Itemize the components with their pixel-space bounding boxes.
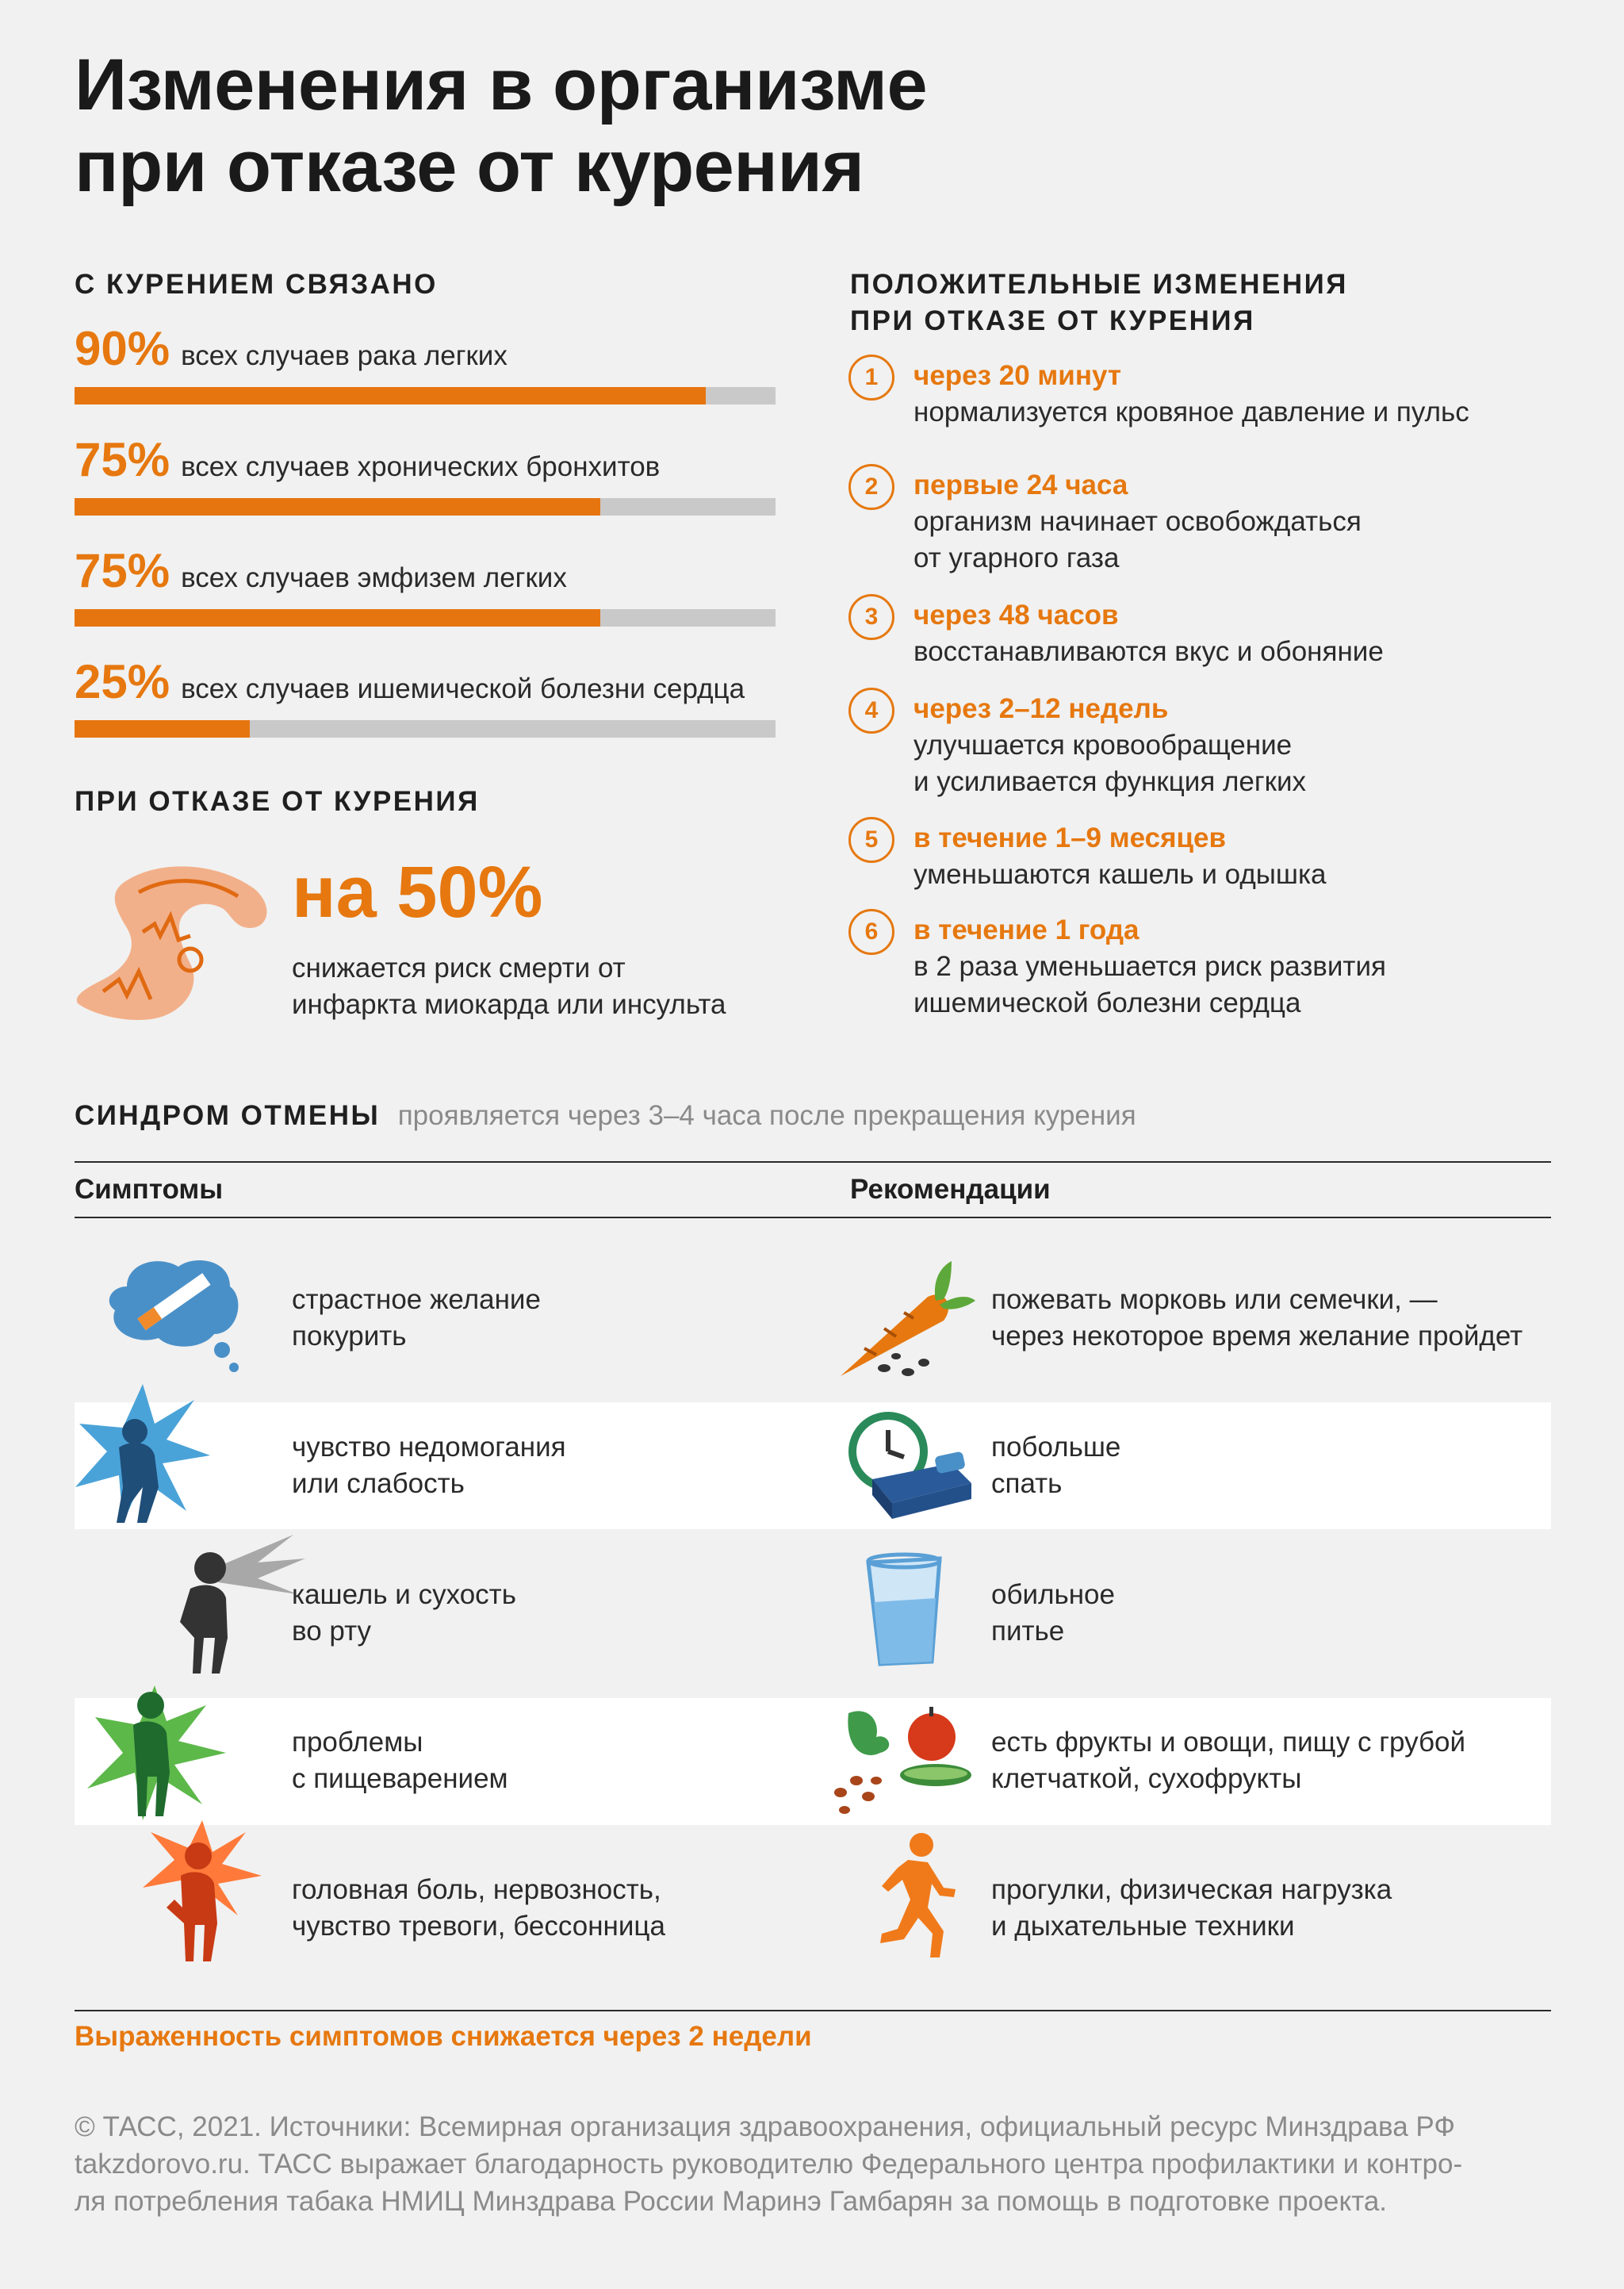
page-title [75, 44, 1264, 208]
symptom-text [292, 1872, 665, 1945]
withdrawal-header [75, 1098, 1136, 1134]
cigarette-thought-icon [103, 1255, 246, 1374]
stat-bar [75, 387, 776, 405]
stomach-ache-person-icon [87, 1685, 226, 1824]
step-line: организм начинает освобождаться [914, 506, 1362, 537]
step-head: в течение 1–9 месяцев [914, 822, 1227, 853]
coughing-person-icon [163, 1535, 305, 1677]
recommendation-line: побольше [991, 1432, 1121, 1463]
step-line: улучшается кровообращение [914, 730, 1293, 761]
step-head: через 48 часов [914, 600, 1119, 631]
step-line: и усиливается функция легких [914, 766, 1307, 797]
withdrawal-note: Выраженность симптомов снижается через 2 недели [75, 2021, 812, 2052]
stat-text: всех случаев эмфизем легких [181, 562, 567, 593]
withdrawal-subheading: проявляется через 3–4 часа после прекращения курения [397, 1100, 1136, 1131]
stat-bar [75, 720, 776, 738]
step-body [914, 394, 1469, 431]
step-head: через 20 минут [914, 360, 1121, 391]
recommendation-line: клетчаткой, сухофрукты [991, 1763, 1302, 1794]
symptom-text [292, 1577, 516, 1650]
step-line: в 2 раза уменьшается риск развития [914, 951, 1386, 982]
step-body [914, 727, 1306, 800]
stat-text: всех случаев хронических бронхитов [181, 451, 661, 482]
symptom-line: страстное желание [292, 1284, 541, 1315]
recommendation-text [991, 1282, 1522, 1355]
step-head: первые 24 часа [914, 470, 1128, 500]
symptom-text [292, 1429, 566, 1502]
quit-line-2: инфаркта миокарда или инсульта [292, 989, 726, 1020]
col-symptoms: Симптомы [75, 1174, 224, 1205]
step-number: 3 [848, 594, 894, 640]
stat-percent: 75% [75, 433, 170, 486]
recommendation-text [991, 1577, 1115, 1650]
divider [75, 1161, 1551, 1163]
symptom-text [292, 1282, 541, 1355]
heart-organ-icon [71, 861, 278, 1027]
running-person-icon [872, 1832, 959, 1959]
step-body [914, 634, 1384, 670]
clock-bed-icon [841, 1408, 975, 1519]
symptom-line: головная боль, нервозность, [292, 1874, 661, 1905]
divider [75, 2010, 1551, 2011]
water-glass-icon [864, 1555, 944, 1666]
symptom-line: проблемы [292, 1727, 423, 1758]
recommendation-text [991, 1872, 1392, 1945]
step-body [914, 857, 1327, 893]
stat-bar [75, 498, 776, 516]
symptom-text [292, 1724, 508, 1797]
stat-percent: 90% [75, 322, 170, 375]
title-line-2: при отказе от курения [75, 126, 864, 207]
symptom-line: с пищеварением [292, 1763, 508, 1794]
positive-heading [850, 266, 1348, 339]
stat-bar-fill [75, 720, 250, 738]
credits-line-2: takzdorovo.ru. ТАСС выражает благодарность руководителю Федерального центра профилактики и контро- [75, 2149, 1463, 2180]
recommendation-line: обильное [991, 1579, 1115, 1610]
title-line-1: Изменения в организме [75, 44, 928, 125]
step-number: 4 [848, 688, 894, 734]
recommendation-text [991, 1724, 1465, 1797]
step-body [914, 949, 1386, 1022]
step-line: уменьшаются кашель и одышка [914, 859, 1327, 890]
quit-heading: ПРИ ОТКАЗЕ ОТ КУРЕНИЯ [75, 786, 480, 817]
step-number: 2 [848, 464, 894, 510]
symptom-line: чувство недомогания [292, 1432, 566, 1463]
credits [75, 2108, 1565, 2220]
positive-heading-line-2: ПРИ ОТКАЗЕ ОТ КУРЕНИЯ [850, 305, 1255, 336]
quit-line-1: снижается риск смерти от [292, 953, 626, 983]
stat-bar-fill [75, 609, 600, 627]
stat-percent: 25% [75, 655, 170, 708]
credits-line-3: ля потребления табака НМИЦ Минздрава России Маринэ Гамбарян за помощь в подготовке проекта. [75, 2186, 1388, 2217]
stat-item [75, 324, 776, 374]
stat-bar-fill [75, 387, 706, 405]
symptom-line: чувство тревоги, бессонница [292, 1911, 665, 1942]
recommendation-line: спать [991, 1468, 1063, 1499]
recommendation-line: и дыхательные техники [991, 1911, 1295, 1942]
recommendation-line: питье [991, 1616, 1065, 1647]
symptom-line: во рту [292, 1616, 372, 1647]
step-line: от угарного газа [914, 543, 1120, 573]
symptom-line: покурить [292, 1321, 407, 1352]
weak-person-icon [75, 1384, 210, 1527]
step-head: через 2–12 недель [914, 693, 1169, 724]
stat-item [75, 657, 776, 707]
step-line: восстанавливаются вкус и обоняние [914, 636, 1384, 667]
step-line: ишемической болезни сердца [914, 987, 1301, 1018]
stat-item [75, 435, 776, 485]
quit-big-value: на 50% [292, 852, 543, 933]
recommendation-text [991, 1429, 1120, 1502]
step-number: 1 [848, 355, 894, 401]
recommendation-line: через некоторое время желание пройдет [991, 1321, 1523, 1352]
stat-item [75, 546, 776, 596]
headache-person-icon [143, 1820, 262, 1963]
divider [75, 1217, 1551, 1218]
stat-percent: 75% [75, 544, 170, 597]
symptom-line: или слабость [292, 1468, 465, 1499]
symptom-line: кашель и сухость [292, 1579, 516, 1610]
stat-bar [75, 609, 776, 627]
linked-heading: С КУРЕНИЕМ СВЯЗАНО [75, 269, 438, 300]
stat-text: всех случаев рака легких [181, 340, 508, 371]
col-recommendations: Рекомендации [850, 1174, 1051, 1205]
stat-bar-fill [75, 498, 600, 516]
recommendation-line: пожевать морковь или семечки, — [991, 1284, 1438, 1315]
positive-heading-line-1: ПОЛОЖИТЕЛЬНЫЕ ИЗМЕНЕНИЯ [850, 269, 1348, 300]
step-number: 6 [848, 909, 894, 955]
carrot-icon [833, 1261, 975, 1380]
quit-description [292, 950, 726, 1023]
stat-text: всех случаев ишемической болезни сердца [181, 673, 745, 704]
recommendation-line: есть фрукты и овощи, пищу с грубой [991, 1727, 1466, 1758]
credits-line-1: © ТАСС, 2021. Источники: Всемирная организация здравоохранения, официальный ресурс Минздрава РФ [75, 2111, 1455, 2142]
step-number: 5 [848, 817, 894, 863]
fruits-vegetables-icon [833, 1705, 975, 1816]
withdrawal-heading: СИНДРОМ ОТМЕНЫ [75, 1100, 381, 1131]
step-head: в течение 1 года [914, 914, 1139, 945]
recommendation-line: прогулки, физическая нагрузка [991, 1874, 1392, 1905]
step-body [914, 504, 1362, 577]
step-line: нормализуется кровяное давление и пульс [914, 397, 1469, 428]
